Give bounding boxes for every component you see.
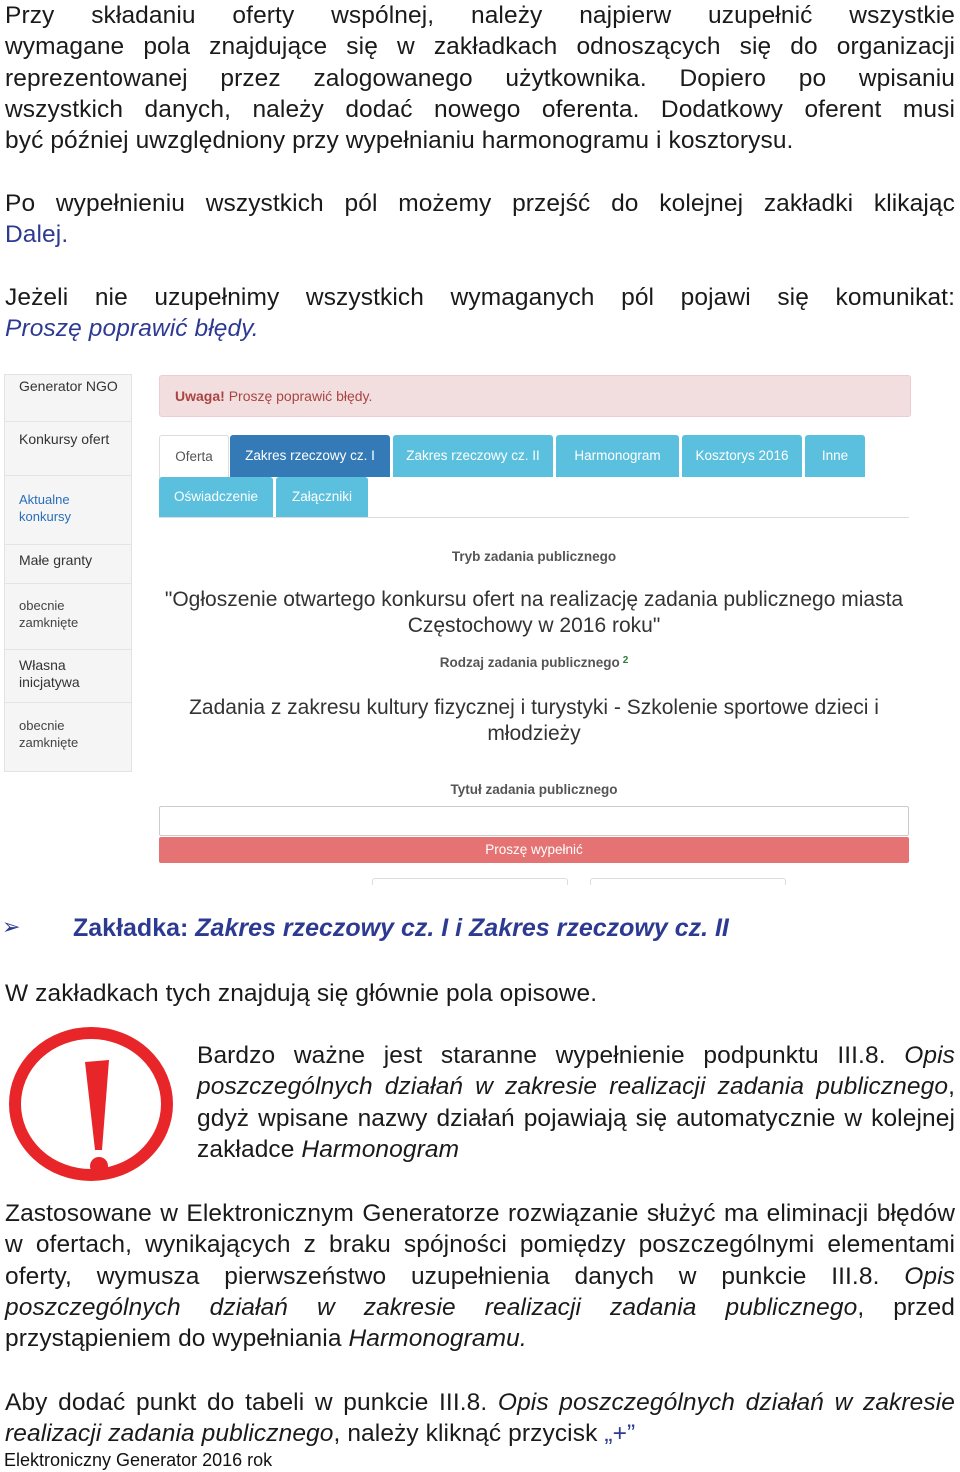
rodzaj-value: Zadania z zakresu kultury fizycznej i turystyki - Szkolenie sportowe dzieci i młodzieży [189,696,879,745]
plus-button-quote: „+” [604,1420,636,1448]
tytul-input[interactable] [159,806,909,836]
sidebar-item-zamkniete[interactable]: obecnie zamknięte [5,584,131,650]
text-span: Harmonogram [301,1135,460,1163]
rodzaj-badge: 2 [622,655,629,666]
error-info-paragraph [5,282,955,345]
heading-title: Zakres rzeczowy cz. I i Zakres rzeczowy cz. II [195,914,729,942]
exclamation-warning-icon [8,1026,174,1182]
section-heading [2,914,729,943]
error-message-text: Proszę poprawić błędy. [5,315,259,343]
warning-paragraph [197,1040,955,1165]
konkurs-title: "Ogłoszenie otwartego konkursu ofert na realizację zadania publicznego miasta Częstochowy w 2016 roku" [164,588,904,637]
label-rodzaj [159,655,909,670]
label-tryb: Tryb zadania publicznego [451,549,617,564]
tab-oferta[interactable]: Oferta [159,435,229,478]
heading-prefix: Zakładka: [73,914,196,942]
sidebar [4,374,132,772]
text-span: Harmonogramu. [348,1325,527,1353]
text-span: Aby dodać punkt do tabeli w punkcie III.8. [5,1389,498,1416]
label-tytul: Tytuł zadania publicznego [450,782,618,797]
sidebar-item-aktualne[interactable]: Aktualne konkursy [5,476,131,545]
text-span: , gdyż wpisane nazwy działań pojawiają się automatycznie w kolejnej zakładce [197,1073,955,1163]
intro-paragraph [5,0,955,156]
text-span: Bardzo ważne jest staranne wypełnienie podpunktu III.8. [197,1042,905,1069]
alert-strong: Uwaga! [175,388,225,404]
alert-text: Proszę poprawić błędy. [228,388,373,404]
tab-harmonogram[interactable]: Harmonogram [556,435,679,477]
sidebar-item-konkursy[interactable]: Konkursy ofert [5,422,131,476]
page-footer: Elektroniczny Generator 2016 rok [4,1450,273,1470]
next-tab-paragraph [5,188,955,251]
sidebar-item-generator[interactable]: Generator NGO [5,375,131,422]
text-line: Przy składaniu oferty wspólnej, należy najpierw uzupełnić wszystkie [5,2,955,29]
tab-underline [159,517,909,518]
tab-oswiadczenie[interactable]: Oświadczenie [159,477,273,517]
tab-zakres-2[interactable]: Zakres rzeczowy cz. II [393,435,553,477]
tab-zalaczniki[interactable]: Załączniki [276,477,368,517]
text-line: reprezentowanej przez zalogowanego użytkownika. Dopiero po wpisaniu [5,64,955,92]
sidebar-item-male-granty[interactable]: Małe granty [5,545,131,584]
text-span: Opis poszczególnych działań w zakresie realizacji zadania publicznego [5,1389,956,1448]
text-line: być później uwzględniony przy wypełnianiu harmonogramu i kosztorysu. [5,127,794,155]
text-line: Jeżeli nie uzupełnimy wszystkich wymaganych pól pojawi się komunikat: [5,284,955,311]
solution-paragraph [5,1198,955,1354]
text-line: wymagane pola znajdujące się w zakładkach odnoszących się do organizacji [5,33,955,61]
sidebar-item-zamkniete-2[interactable]: obecnie zamknięte [19,718,79,750]
text-line: wszystkich danych, należy dodać nowego oferenta. Dodatkowy oferent musi [5,95,955,123]
text-span: , należy kliknąć przycisk [333,1420,605,1448]
text-span: Opis poszczególnych działań w zakresie realizacji zadania publicznego [197,1042,955,1101]
field-error-message: Proszę wypełnić [159,837,909,863]
text-line: Po wypełnieniu wszystkich pól możemy przejść do kolejnej zakładki klikając [5,190,955,217]
text-span: Opis poszczególnych działań w zakresie realizacji zadania publicznego [5,1262,955,1321]
cut-off-tab [590,878,786,885]
cut-off-tab [372,878,568,885]
tab-kosztorys[interactable]: Kosztorys 2016 [682,435,802,477]
sidebar-item-wlasna[interactable]: Własna inicjatywa [5,650,131,703]
tab-inne[interactable]: Inne [805,435,865,477]
label-rodzaj-text: Rodzaj zadania publicznego [439,655,620,670]
add-row-paragraph [5,1387,955,1450]
arrow-bullet-icon: ➢ [2,914,21,939]
text-span: Zastosowane w Elektronicznym Generatorze rozwiązanie służyć ma eliminacji błędów w ofertach, wynikających z braku spójności pomiędzy poszczególnymi elementami oferty, wymusza pierwszeństwo uzupełnienia danych w punkcie III.8. [5,1200,955,1290]
dalej-link-text: Dalej. [5,221,69,249]
tab-zakres-1[interactable]: Zakres rzeczowy cz. I [230,435,390,477]
fields-paragraph: W zakładkach tych znajdują się głównie pola opisowe. [5,980,598,1007]
error-alert [159,375,911,417]
text-span: , przed przystąpieniem do wypełniania [5,1293,955,1353]
